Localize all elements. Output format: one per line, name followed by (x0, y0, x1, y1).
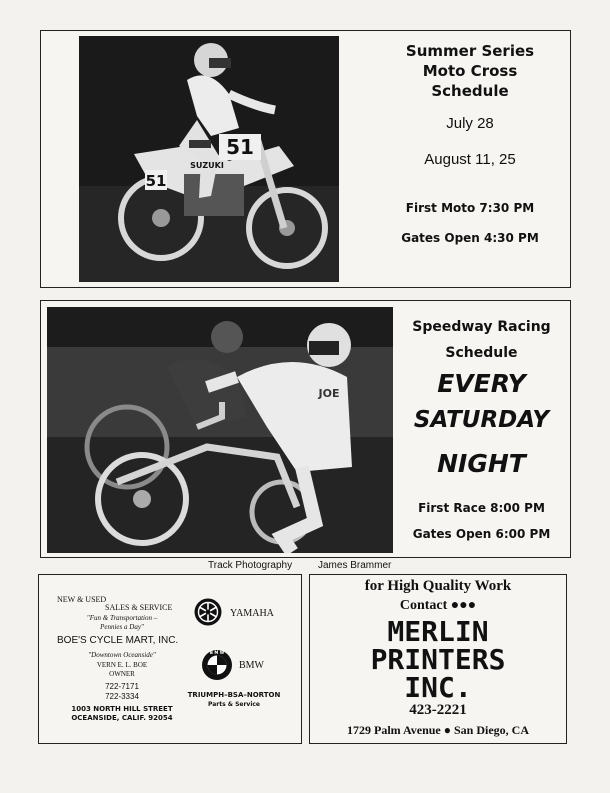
address-line1: 1003 NORTH HILL STREET (71, 705, 173, 713)
boes-cycle-mart-ad (38, 574, 302, 744)
merlin-name-line2: PRINTERS (370, 643, 506, 676)
motocross-schedule-box (40, 30, 571, 288)
motocross-title (386, 41, 554, 101)
downtown-label: "Downtown Oceanside" (88, 651, 156, 659)
motocross-title-line3: Schedule (431, 82, 509, 100)
slogan-line1: "Fun & Transportation – (86, 614, 158, 622)
photo-credit-name: James Brammer (318, 560, 392, 571)
speedway-riders-illustration (47, 307, 393, 553)
speedway-gates-open: Gates Open 6:00 PM (412, 527, 551, 541)
bmw-label: BMW (239, 660, 264, 671)
new-used-label: NEW & USED (57, 595, 107, 604)
motocross-title-line2: Moto Cross (422, 62, 518, 80)
parts-service-label: Parts & Service (207, 701, 261, 708)
motocross-rider-illustration (79, 36, 339, 282)
motocross-photo (79, 36, 339, 282)
motocross-title-line1: Summer Series (405, 42, 535, 60)
high-quality-line: for High Quality Work (364, 578, 512, 594)
merlin-phone: 423-2221 (409, 702, 467, 718)
speedway-schedule-box (40, 300, 571, 558)
contact-line: Contact ●●● (399, 598, 477, 613)
merlin-name-line3: INC. (404, 671, 472, 704)
shop-name: BOE'S CYCLE MART, INC. (57, 635, 179, 646)
speedway-title-line2: Schedule (445, 345, 518, 361)
motocross-date-2: August 11, 25 (424, 151, 516, 168)
address-line2: OCEANSIDE, CALIF. 92054 (71, 714, 173, 722)
bike-brand-decal: SUZUKI (190, 161, 224, 170)
bmw-logo-lettering: B M W (209, 650, 225, 655)
owner-title: OWNER (109, 670, 135, 678)
speedway-saturday: SATURDAY (413, 407, 550, 433)
speedway-night: NIGHT (437, 449, 526, 478)
triumph-bsa-norton: TRIUMPH–BSA–NORTON (187, 691, 281, 699)
bmw-logo-icon (201, 649, 233, 681)
sales-service-label: SALES & SERVICE (105, 603, 173, 612)
photo-credit-label: Track Photography (208, 560, 293, 571)
rider-name-decal: JOE (318, 387, 340, 400)
merlin-name-line1: MERLIN (387, 615, 489, 648)
speedway-every: EVERY (437, 369, 526, 398)
motocross-date-1: July 28 (446, 115, 494, 132)
owner-name: VERN E. L. BOE (96, 661, 148, 669)
slogan-line2: Pennies a Day" (100, 623, 144, 631)
speedway-title (395, 314, 568, 366)
motocross-first-moto: First Moto 7:30 PM (405, 201, 535, 215)
yamaha-label: YAMAHA (230, 608, 274, 619)
merlin-printers-ad (309, 574, 567, 744)
motocross-gates-open: Gates Open 4:30 PM (401, 231, 539, 245)
number-plate-front: 51 (226, 135, 254, 159)
phone-2: 722-3334 (105, 692, 139, 701)
merlin-address: 1729 Palm Avenue ● San Diego, CA (346, 723, 530, 737)
phone-1: 722-7171 (105, 682, 139, 691)
number-plate-side: 51 (145, 172, 167, 190)
speedway-first-race: First Race 8:00 PM (418, 501, 545, 515)
yamaha-logo-icon (193, 597, 223, 627)
speedway-title-line1: Speedway Racing (412, 319, 551, 335)
speedway-photo (47, 307, 393, 553)
